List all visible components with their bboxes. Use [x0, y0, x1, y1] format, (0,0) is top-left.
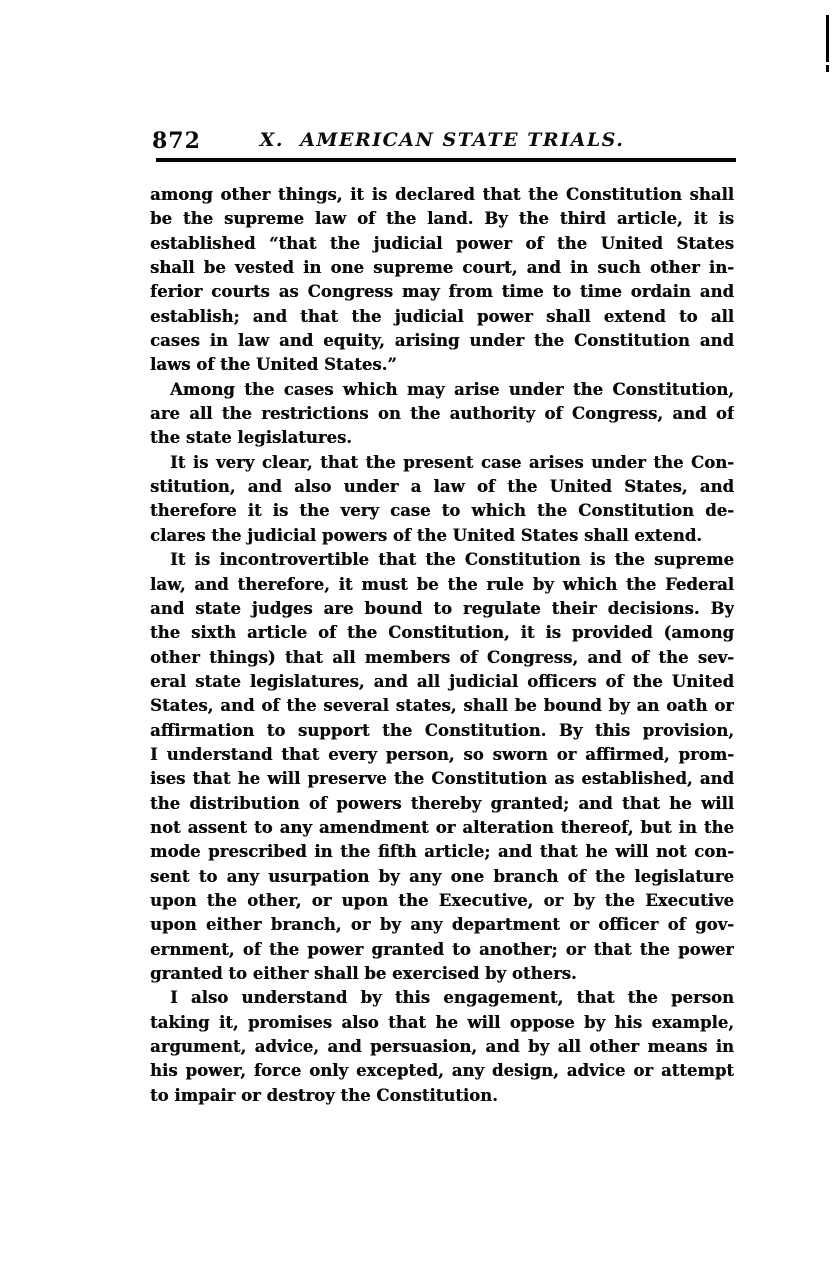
- text-line: laws of the United States.”: [150, 355, 397, 375]
- text-line: law, and therefore, it must be the rule by which the Federal: [150, 574, 734, 594]
- text-line: upon the other, or upon the Executive, or by the Executive: [150, 890, 734, 910]
- text-line: It is very clear, that the present case arises under the Con-: [170, 452, 734, 472]
- text-line: clares the judicial powers of the United States shall extend.: [150, 525, 702, 545]
- paragraph: [150, 451, 734, 548]
- text-line: the sixth article of the Constitution, it is provided (among: [150, 623, 734, 643]
- text-line: I understand that every person, so sworn or affirmed, prom-: [150, 744, 734, 764]
- text-line: his power, force only excepted, any design, advice or attempt: [150, 1061, 734, 1081]
- header-rule: [156, 158, 736, 162]
- scan-artifact-dash: [826, 65, 829, 72]
- text-line: not assent to any amendment or alteration thereof, but in the: [150, 817, 734, 837]
- text-line: eral state legislatures, and all judicial officers of the United: [150, 671, 734, 691]
- page-body: [150, 183, 734, 1108]
- text-line: the distribution of powers thereby granted; and that he will: [150, 793, 734, 813]
- text-line: Among the cases which may arise under the Constitution,: [170, 379, 734, 399]
- running-title: X. AMERICAN STATE TRIALS.: [259, 129, 625, 151]
- page-number: 872: [152, 128, 201, 154]
- paragraph: [150, 183, 734, 378]
- text-line: among other things, it is declared that the Constitution shall: [150, 185, 734, 204]
- text-line: upon either branch, or by any department or officer of gov-: [150, 915, 734, 935]
- text-line: established “that the judicial power of the United States: [150, 233, 734, 253]
- text-line: establish; and that the judicial power shall extend to all: [150, 306, 734, 326]
- text-line: States, and of the several states, shall be bound by an oath or: [150, 696, 734, 716]
- text-line: argument, advice, and persuasion, and by all other means in: [150, 1037, 734, 1057]
- text-line: taking it, promises also that he will oppose by his example,: [150, 1012, 734, 1032]
- paragraph: [150, 378, 734, 451]
- text-line: granted to either shall be exercised by others.: [150, 964, 577, 983]
- text-line: ferior courts as Congress may from time to time ordain and: [150, 282, 734, 302]
- text-line: ernment, of the power granted to another; or that the power: [150, 939, 734, 959]
- text-line: are all the restrictions on the authority of Congress, and of: [150, 404, 734, 424]
- text-line: I also understand by this engagement, that the person: [170, 988, 734, 1008]
- text-line: therefore it is the very case to which the Constitution de-: [150, 501, 734, 521]
- text-line: ises that he will preserve the Constitution as established, and: [150, 769, 734, 789]
- text-line: mode prescribed in the fifth article; and that he will not con-: [150, 842, 734, 862]
- text-line: stitution, and also under a law of the United States, and: [150, 477, 734, 497]
- text-line: affirmation to support the Constitution. By this provision,: [150, 720, 734, 740]
- paragraph: [150, 986, 734, 1108]
- text-line: the state legislatures.: [150, 428, 352, 448]
- text-line: and state judges are bound to regulate their decisions. By: [150, 598, 734, 618]
- text-line: to impair or destroy the Constitution.: [150, 1085, 498, 1105]
- text-line: be the supreme law of the land. By the third article, it is: [150, 209, 734, 229]
- scan-artifact-line: [826, 15, 829, 62]
- page-header: [150, 128, 734, 156]
- text-line: shall be vested in one supreme court, and in such other in-: [150, 258, 734, 278]
- text-line: It is incontrovertible that the Constitution is the supreme: [170, 550, 734, 570]
- paragraph: [150, 548, 734, 986]
- text-line: cases in law and equity, arising under the Constitution and: [150, 331, 734, 351]
- text-line: sent to any usurpation by any one branch of the legislature: [150, 866, 734, 886]
- text-line: other things) that all members of Congress, and of the sev-: [150, 647, 734, 667]
